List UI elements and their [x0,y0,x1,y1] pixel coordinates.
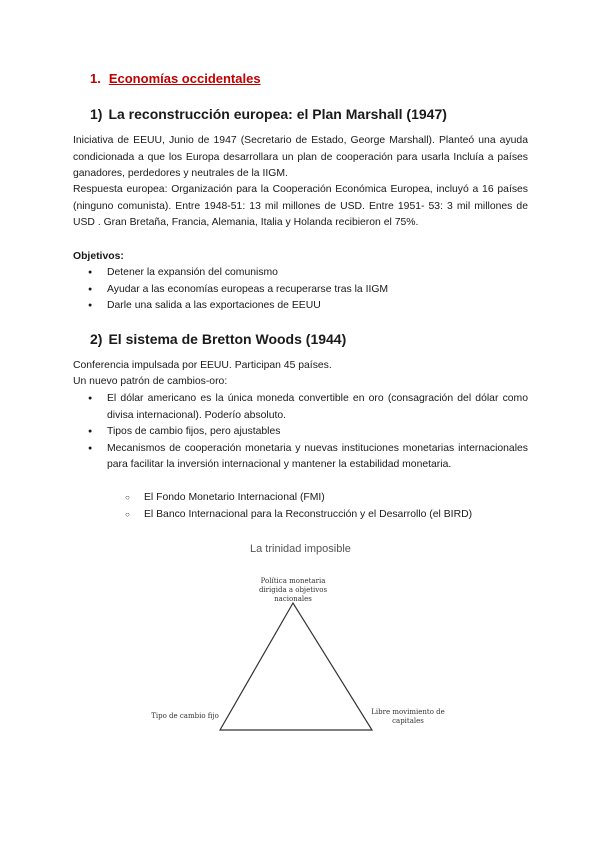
objectives-list [73,265,528,315]
bretton-pattern-paragraph: Un nuevo patrón de cambios-oro: [73,376,228,387]
list-item: ● Ayudar a las economías europeas a recuperarse tras la IIGM [73,282,528,299]
list-item: ● El dólar americano es la única moneda convertible en oro (consagración del dólar como divisa internacional). Poderío absoluto. [73,391,528,424]
list-item: ● Darle una salida a las exportaciones de EEUU [73,298,528,315]
section-heading-economias [90,71,261,86]
list-item: ○ El Banco Internacional para la Reconstrucción y el Desarrollo (el BIRD) [107,507,527,524]
list-item: ○ El Fondo Monetario Internacional (FMI) [107,490,527,507]
left-vertex-label: Tipo de cambio fijo [151,712,219,720]
top-vertex-label: Política monetaria dirigida a objetivos nacionales [258,577,328,603]
list-item: ● Tipos de cambio fijos, pero ajustables [73,424,528,441]
bretton-intro-paragraph: Conferencia impulsada por EEUU. Participan 45 países. [73,360,332,371]
subheading-number: 1) [90,106,103,122]
bretton-bullet-list [73,391,528,474]
subheading-title: La reconstrucción europea: el Plan Marshall (1947) [108,106,447,122]
list-item: ● Mecanismos de cooperación monetaria y nuevas instituciones monetarias internacionales para facilitar la inversión internacional y mantener la estabilidad monetaria. [73,441,528,474]
list-item: ● Detener la expansión del comunismo [73,265,528,282]
subheading-plan-marshall [90,106,447,122]
subheading-bretton-woods [90,331,346,347]
diagram-title: La trinidad imposible [250,543,351,555]
marshall-response-paragraph: Respuesta europea: Organización para la Cooperación Económica Europea, incluyó a 16 países (ninguno comunista). Entre 1948-51: 13 mil millones de USD. Entre 1951- 53: 3 mil millones de USD . Gran Bretaña, Francia, Alemania, Italia y Holanda recibieron el 75%. [73,184,528,228]
subheading-number: 2) [90,331,103,347]
subheading-title: El sistema de Bretton Woods (1944) [108,331,347,347]
section-title: Economías occidentales [108,71,261,86]
institutions-sublist [107,490,527,523]
triangle-outline [220,603,372,730]
section-number: 1. [90,71,101,86]
right-vertex-label: Libre movimiento de capitales [371,708,445,725]
impossible-trinity-diagram [140,540,460,740]
objectives-label: Objetivos: [73,251,124,262]
marshall-intro-paragraph: Iniciativa de EEUU, Junio de 1947 (Secretario de Estado, George Marshall). Planteó una ayuda condicionada a que los Europa desarrollara un plan de cooperación para usarla Incluía a países ganadores, perdedores y neutrales de la IIGM. [73,135,528,179]
